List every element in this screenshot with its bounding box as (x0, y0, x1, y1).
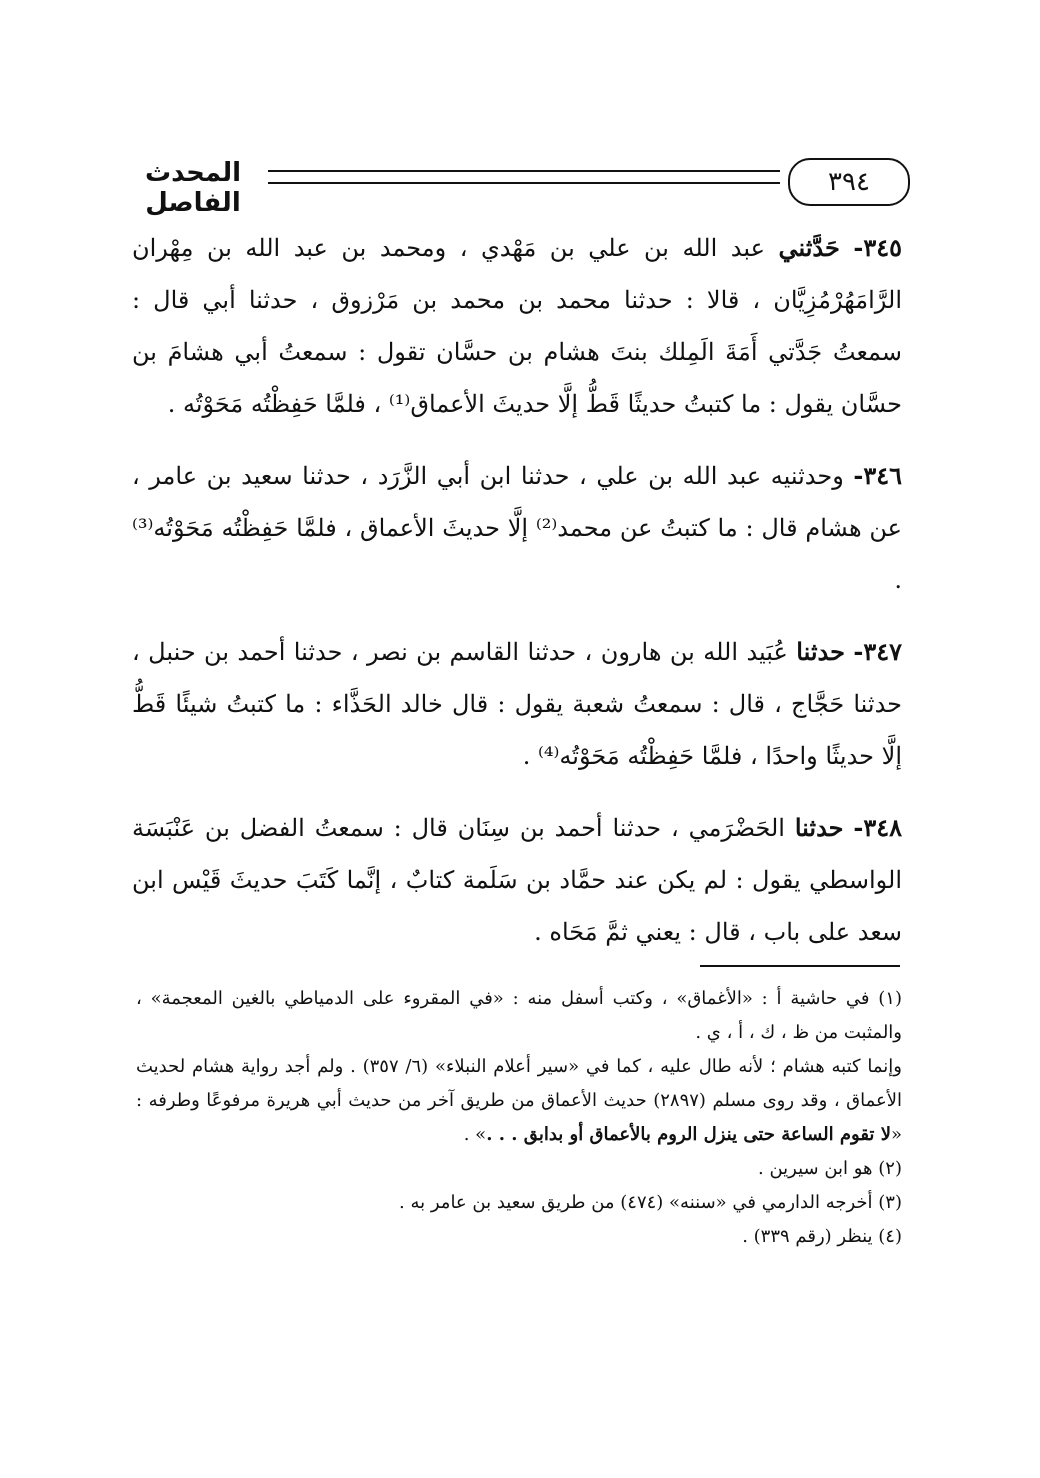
paragraph-347 (132, 626, 902, 782)
footnote-text: (١) في حاشية أ : «الأغماق» ، وكتب أسفل منه : «في المقروء على الدمياطي بالغين المعجمة» ، والمثبت من ظ ، ك ، أ ، ي . (136, 988, 902, 1043)
paragraph-lead: حدثنا (794, 813, 844, 842)
footnote-text: (٢) هو ابن سيرين . (758, 1158, 902, 1179)
paragraph-text: وحدثنيه عبد الله بن علي ، حدثنا ابن أبي الزَّرَد ، حدثنا سعيد بن عامر ، عن هشام قال : ما كتبتُ عن محمد⁽²⁾ إلَّا حديثَ الأعماق ، فلمَّا حَفِظْتُه مَحَوْتُه⁽³⁾ . (132, 462, 902, 594)
paragraph-number: ٣٤٧- (853, 637, 902, 666)
paragraph-text: الحَضْرَمي ، حدثنا أحمد بن سِنَان قال : سمعتُ الفضل بن عَنْبَسَة الواسطي يقول : لم يكن عند حمَّاد بن سَلَمة كتابٌ ، إنَّما كَتَبَ حديثَ قَيْس ابن سعد على باب ، قال : يعني ثمَّ مَحَاه . (132, 814, 903, 946)
page-number-badge: ٣٩٤ (788, 158, 910, 206)
paragraph-346 (132, 450, 902, 606)
paragraph-lead: حَدَّثني (778, 233, 840, 262)
footnote-2 (136, 1152, 902, 1186)
footnotes (136, 982, 902, 1254)
footnote-1 (136, 982, 902, 1050)
paragraph-number: ٣٤٥- (853, 233, 902, 262)
footnote-separator (700, 965, 900, 967)
paragraph-345 (132, 222, 902, 430)
paragraph-lead: حدثنا (796, 637, 845, 666)
footnote-quote: لا تقوم الساعة حتى ينزل الروم بالأعماق أو بدابق . . . (486, 1124, 891, 1145)
footnote-text: (٣) أخرجه الدارمي في «سننه» (٤٧٤) من طريق سعيد بن عامر به . (399, 1192, 902, 1213)
footnote-4 (136, 1220, 902, 1254)
header-rule-bottom (268, 182, 780, 184)
footnote-text: (٤) ينظر (رقم ٣٣٩) . (742, 1226, 902, 1247)
book-title: المحدث الفاصل (145, 158, 241, 218)
paragraph-number: ٣٤٦- (853, 461, 902, 490)
footnote-text-tail: » . (463, 1124, 487, 1145)
main-text (132, 222, 902, 978)
footnote-text: وإنما كتبه هشام ؛ لأنه طال عليه ، كما في «سير أعلام النبلاء» (٦/ ٣٥٧) . ولم أجد رواية هشام لحديث الأعماق ، وقد روى مسلم (٢٨٩٧) حديث الأعماق من طريق آخر من حديث أبي هريرة مرفوعًا وطرفه : « (136, 1056, 902, 1145)
header-rule-top (268, 170, 780, 172)
paragraph-number: ٣٤٨- (853, 813, 902, 842)
paragraph-text: عبد الله بن علي بن مَهْدي ، ومحمد بن عبد الله بن مِهْران الرَّامَهُرْمُزِيَّان ، قالا : حدثنا محمد بن محمد بن مَرْزوق ، حدثنا أبي قال : سمعتُ جَدَّتي أَمَةَ الَمِلك بنتَ هشام بن حسَّان تقول : سمعتُ أبي هشامَ بن حسَّان يقول : ما كتبتُ حديثًا قَطُّ إلَّا حديثَ الأعماق⁽¹⁾ ، فلمَّا حَفِظْتُه مَحَوْتُه . (132, 234, 902, 418)
paragraph-text: عُبَيد الله بن هارون ، حدثنا القاسم بن نصر ، حدثنا أحمد بن حنبل ، حدثنا حَجَّاج ، قال : سمعتُ شعبة يقول : قال خالد الحَذَّاء : ما كتبتُ شيئًا قَطُّ إلَّا حديثًا واحدًا ، فلمَّا حَفِظْتُه مَحَوْتُه⁽⁴⁾ . (132, 638, 902, 770)
paragraph-348 (132, 802, 902, 958)
footnote-1-continued (136, 1050, 902, 1152)
page-header (128, 152, 910, 218)
footnote-3 (136, 1186, 902, 1220)
